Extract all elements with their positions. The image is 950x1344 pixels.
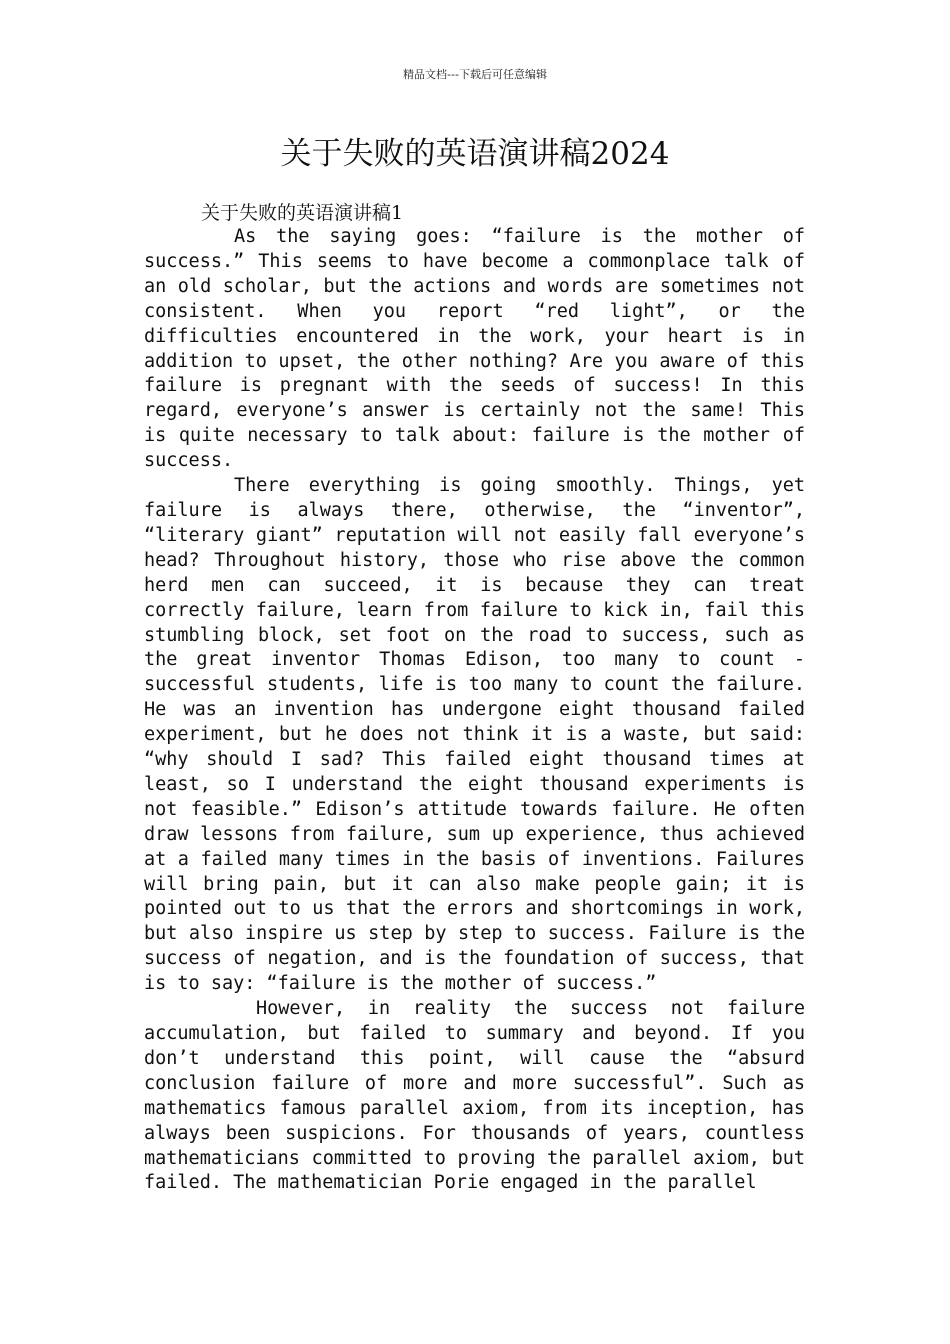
paragraph-1: As the saying goes: “failure is the mother of success.” This seems to have become a commonplace talk of an old scholar, but the actions and words are sometimes not consistent. When you report “red light”, or the difficulties encountered in the work, your heart is in addition to upset, the other nothing? Are you aware of this failure is pregnant with the seeds of success! In this regard, everyone’s answer is certainly not the same! This is quite necessary to talk about: failure is the mother of success. <box>144 226 805 472</box>
paragraph-2: There everything is going smoothly. Things, yet failure is always there, otherwise, the “inventor”, “literary giant” reputation will not easily fall everyone’s head? Throughout history, those who rise above the common herd men can succeed, it is because they can treat correctly failure, learn from failure to kick in, fail this stumbling block, set foot on the road to success, such as the great inventor Thomas Edison, too many to count - successful students, life is too many to count the failure. He was an invention has undergone eight thousand failed experiment, but he does not think it is a waste, but said: “why should I sad? This failed eight thousand times at least, so I understand the eight thousand experiments is not feasible.” Edison’s attitude towards failure. He often draw lessons from failure, sum up experience, thus achieved at a failed many times in the basis of inventions. Failures will bring pain, but it can also make people gain; it is pointed out to us that the errors and shortcomings in work, but also inspire us step by step to success. Failure is the success of negation, and is the foundation of success, that is to say: “failure is the mother of success.” <box>144 475 805 995</box>
page-title: 关于失败的英语演讲稿2024 <box>280 136 670 172</box>
body-text <box>144 225 805 1196</box>
paragraph-3: However, in reality the success not failure accumulation, but failed to summary and beyond. If you don’t understand this point, will cause the “absurd conclusion failure of more and more successful”. Such as mathematics famous parallel axiom, from its inception, has always been suspicions. For thousands of years, countless mathematicians committed to proving the parallel axiom, but failed. The mathematician Porie engaged in the parallel <box>144 998 805 1194</box>
page-header: 精品文档---下载后可任意编辑 <box>403 68 547 81</box>
section-heading: 关于失败的英语演讲稿1 <box>201 202 404 224</box>
